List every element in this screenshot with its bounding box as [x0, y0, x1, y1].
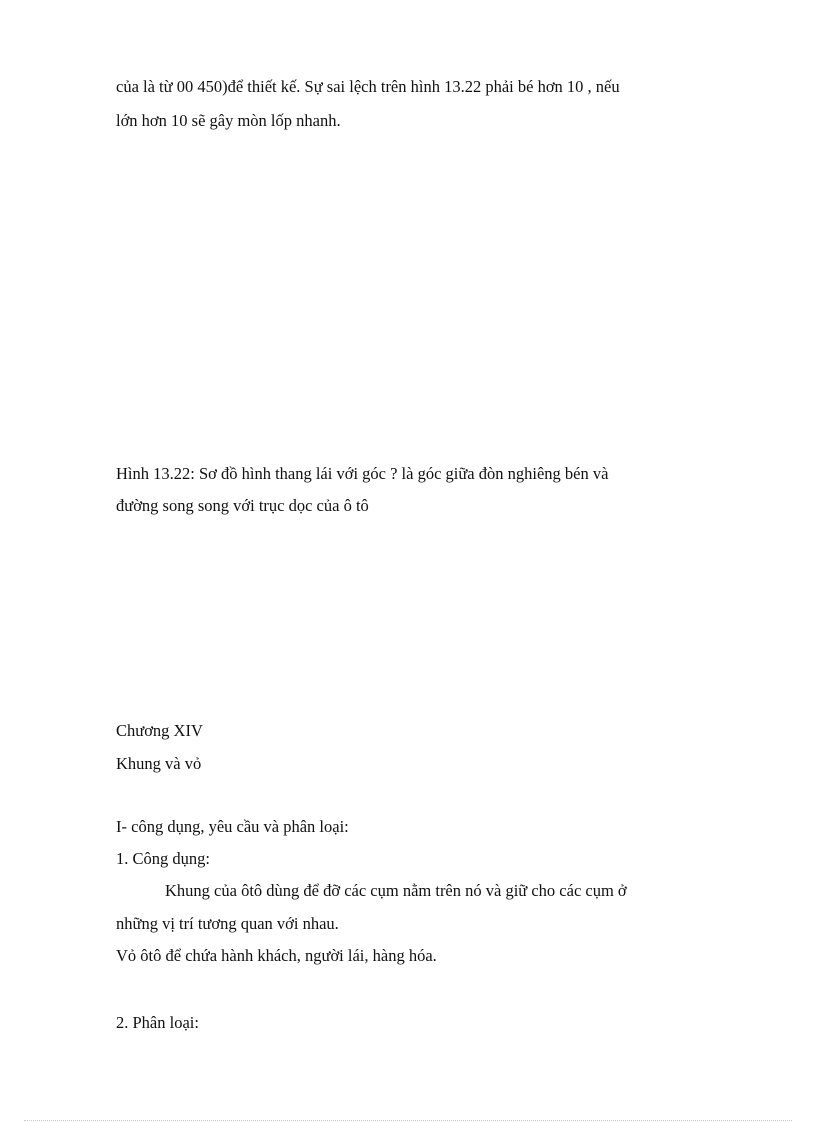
page-bottom-divider [24, 1120, 792, 1121]
chapter-number: Chương XIV [116, 721, 203, 740]
usage-paragraph-line-1: Khung của ôtô dùng để đỡ các cụm nằm trên nó và giữ cho các cụm ở [165, 881, 627, 900]
figure-caption-line-1: Hình 13.22: Sơ đồ hình thang lái với góc ? là góc giữa đòn nghiêng bén và [116, 464, 609, 483]
subsection-heading-classification: 2. Phân loại: [116, 1013, 199, 1032]
figure-caption-line-2: đường song song với trục dọc của ô tô [116, 496, 369, 515]
chapter-title: Khung và vỏ [116, 754, 202, 773]
usage-paragraph-line-2: những vị trí tương quan với nhau. [116, 914, 339, 933]
subsection-heading-usage: 1. Công dụng: [116, 849, 210, 868]
intro-text-line-2: lớn hơn 10 sẽ gây mòn lốp nhanh. [116, 111, 341, 130]
intro-text-line-1: của là từ 00 450)để thiết kế. Sự sai lệch trên hình 13.22 phải bé hơn 10 , nếu [116, 77, 620, 96]
section-heading: I- công dụng, yêu cầu và phân loại: [116, 817, 349, 836]
body-paragraph: Vỏ ôtô để chứa hành khách, người lái, hàng hóa. [116, 946, 437, 965]
figure-placeholder [116, 150, 716, 450]
